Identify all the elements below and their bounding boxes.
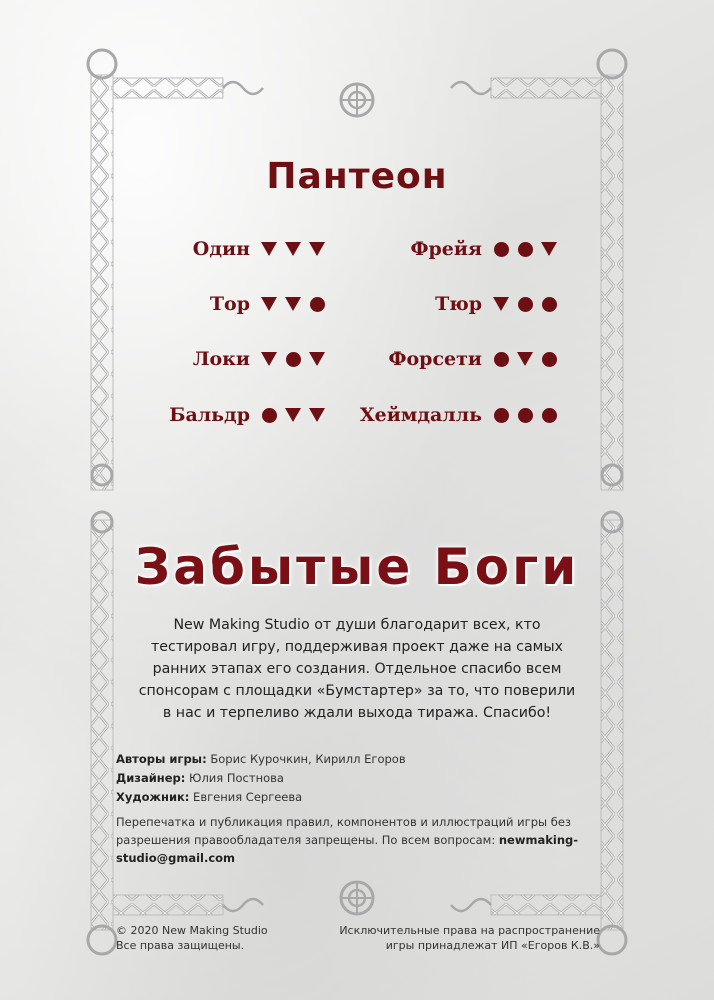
dot-icon <box>518 297 533 312</box>
god-row <box>388 344 558 374</box>
god-name: Локи <box>192 348 250 370</box>
dot-icon <box>518 242 533 257</box>
god-name: Бальдр <box>169 404 250 426</box>
credit-value: Борис Курочкин, Кирилл Егоров <box>206 752 406 766</box>
god-name: Один <box>192 238 250 260</box>
dot-icon <box>310 297 325 312</box>
credits-block <box>116 750 586 807</box>
pantheon-title: Пантеон <box>266 156 448 197</box>
triangle-down-icon <box>285 297 301 311</box>
credit-designer <box>116 769 586 788</box>
thanks-paragraph: New Making Studio от души благодарит всех, кто тестировал игру, поддерживая проект даже на самых ранних этапах его создания. Отдельное спасибо всем спонсорам с площадки «Бумстартер» за то, что поверили в нас и терпеливо ждали выхода тиража. Спасибо! <box>138 617 576 721</box>
god-name: Форсети <box>388 348 482 370</box>
dot-icon <box>494 242 509 257</box>
credit-value: Юлия Постнова <box>185 771 284 785</box>
god-row <box>360 400 558 430</box>
dot-icon <box>262 408 277 423</box>
god-name: Тор <box>209 293 250 315</box>
credit-label: Авторы игры: <box>116 752 207 766</box>
god-marks <box>260 352 326 367</box>
god-row <box>193 344 326 374</box>
legal-notice <box>116 813 596 867</box>
legal-text: Перепечатка и публикация правил, компонентов и иллюстраций игры без разрешения правообладателя запрещены. По всем вопросам: <box>116 815 572 847</box>
game-title: Забытые Боги <box>134 538 580 596</box>
god-row <box>169 400 326 430</box>
god-marks <box>260 408 326 423</box>
god-marks <box>260 297 326 312</box>
god-row <box>435 289 558 319</box>
triangle-down-icon <box>285 408 301 422</box>
triangle-down-icon <box>517 352 533 366</box>
triangle-down-icon <box>309 352 325 366</box>
credit-authors <box>116 750 586 769</box>
contact-email-link[interactable]: newmaking-studio@gmail.com <box>116 833 579 865</box>
triangle-down-icon <box>541 242 557 256</box>
dot-icon <box>542 352 557 367</box>
dot-icon <box>494 408 509 423</box>
copyright <box>116 923 268 953</box>
credit-value: Евгения Сергеева <box>189 790 303 804</box>
triangle-down-icon <box>285 242 301 256</box>
dot-icon <box>542 408 557 423</box>
dot-icon <box>542 297 557 312</box>
copyright-line: © 2020 New Making Studio <box>116 924 268 937</box>
owner-line: игры принадлежат ИП «Егоров К.В.» <box>385 939 600 952</box>
distribution-rights <box>339 923 600 953</box>
god-marks <box>492 352 558 367</box>
god-name: Фрейя <box>410 238 482 260</box>
god-marks <box>260 242 326 256</box>
triangle-down-icon <box>493 297 509 311</box>
god-row <box>410 234 558 264</box>
god-row <box>210 289 326 319</box>
god-marks <box>492 297 558 312</box>
rights-line: Все права защищены. <box>116 939 245 952</box>
god-name: Хеймдалль <box>359 404 482 426</box>
god-name: Тюр <box>435 293 482 315</box>
triangle-down-icon <box>261 352 277 366</box>
triangle-down-icon <box>261 242 277 256</box>
triangle-down-icon <box>309 242 325 256</box>
dot-icon <box>286 352 301 367</box>
triangle-down-icon <box>261 297 277 311</box>
dot-icon <box>518 408 533 423</box>
distribution-line: Исключительные права на распространение <box>339 924 600 937</box>
celtic-knot-icon <box>341 84 373 116</box>
god-marks <box>492 408 558 423</box>
credit-artist <box>116 788 586 807</box>
dot-icon <box>494 352 509 367</box>
triangle-down-icon <box>309 408 325 422</box>
god-row <box>193 234 326 264</box>
credit-label: Художник: <box>116 790 190 804</box>
celtic-knot-icon <box>341 882 373 914</box>
god-marks <box>492 242 558 257</box>
credit-label: Дизайнер: <box>116 771 186 785</box>
